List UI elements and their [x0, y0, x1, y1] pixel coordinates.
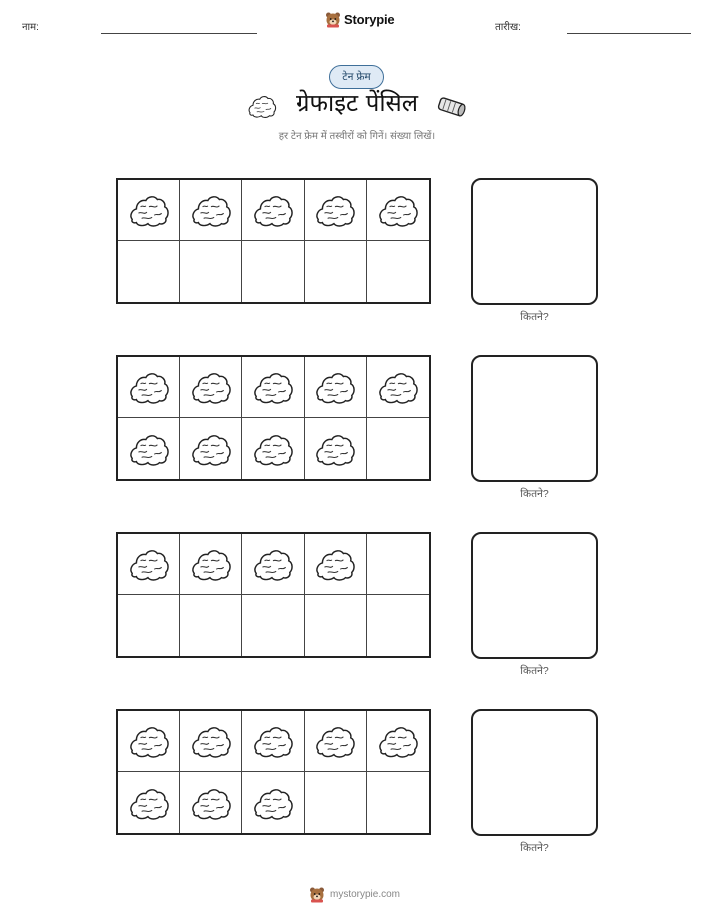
- frame-cell: [242, 418, 304, 479]
- graphite-lump-icon: [314, 369, 356, 405]
- frame-cell: [180, 418, 242, 479]
- frame-cell: [367, 711, 429, 772]
- frame-cell: [118, 357, 180, 418]
- graphite-lump-icon: [128, 431, 170, 467]
- graphite-lump-icon: [377, 369, 419, 405]
- date-line[interactable]: [567, 33, 691, 34]
- frame-cell: [180, 180, 242, 241]
- frame-cell: [118, 180, 180, 241]
- graphite-lump-icon: [377, 723, 419, 759]
- frame-cell: [367, 241, 429, 302]
- frame-cell: [367, 357, 429, 418]
- graphite-stick-icon: [435, 94, 469, 120]
- frame-cell: [242, 534, 304, 595]
- ten-frame: [116, 355, 431, 481]
- ten-frame: [116, 532, 431, 658]
- graphite-lump-icon: [377, 192, 419, 228]
- brand-logo: [325, 11, 394, 28]
- graphite-lump-icon: [252, 723, 294, 759]
- frame-cell: [180, 357, 242, 418]
- graphite-lump-icon: [128, 369, 170, 405]
- frame-cell: [305, 534, 367, 595]
- frame-cell: [118, 711, 180, 772]
- graphite-lump-icon: [190, 431, 232, 467]
- frame-cell: [242, 180, 304, 241]
- frame-cell: [367, 772, 429, 833]
- graphite-lump-icon: [252, 431, 294, 467]
- frame-cell: [305, 241, 367, 302]
- frame-cell: [180, 711, 242, 772]
- frame-cell: [118, 772, 180, 833]
- graphite-lump-icon: [128, 785, 170, 821]
- graphite-lump-icon: [314, 431, 356, 467]
- how-many-label: कितने?: [520, 311, 549, 323]
- graphite-lump-icon: [128, 192, 170, 228]
- frame-cell: [242, 595, 304, 656]
- brand-name: Storypie: [344, 12, 395, 27]
- name-label: नाम:: [22, 22, 39, 33]
- frame-cell: [180, 534, 242, 595]
- frame-cell: [305, 418, 367, 479]
- answer-box[interactable]: [471, 355, 598, 482]
- frame-cell: [305, 357, 367, 418]
- frame-cell: [305, 180, 367, 241]
- graphite-lump-icon: [128, 723, 170, 759]
- instructions: हर टेन फ्रेम में तस्वीरों को गिनें। संख्या लिखें।: [278, 131, 436, 142]
- graphite-lump-icon: [190, 546, 232, 582]
- footer-url: mystorypie.com: [330, 889, 401, 900]
- frame-cell: [367, 595, 429, 656]
- frame-cell: [305, 711, 367, 772]
- answer-box[interactable]: [471, 178, 598, 305]
- frame-cell: [367, 180, 429, 241]
- graphite-lump-icon: [190, 723, 232, 759]
- frame-cell: [305, 772, 367, 833]
- frame-cell: [180, 241, 242, 302]
- ten-frame: [116, 178, 431, 304]
- name-line[interactable]: [101, 33, 257, 34]
- graphite-lump-icon: [252, 369, 294, 405]
- frame-cell: [118, 595, 180, 656]
- frame-cell: [118, 241, 180, 302]
- graphite-lump-icon: [252, 546, 294, 582]
- graphite-lump-icon: [314, 546, 356, 582]
- how-many-label: कितने?: [520, 665, 549, 677]
- frame-cell: [180, 772, 242, 833]
- graphite-lump-icon: [190, 192, 232, 228]
- frame-cell: [118, 418, 180, 479]
- ten-frame: [116, 709, 431, 835]
- bear-mascot-icon: [309, 886, 325, 903]
- footer: [309, 886, 400, 903]
- frame-cell: [242, 241, 304, 302]
- graphite-lump-icon: [128, 546, 170, 582]
- date-label: तारीख:: [495, 22, 521, 33]
- graphite-lump-icon: [314, 723, 356, 759]
- frame-cell: [367, 534, 429, 595]
- graphite-lump-icon: [190, 785, 232, 821]
- bear-mascot-icon: [325, 11, 341, 28]
- how-many-label: कितने?: [520, 842, 549, 854]
- frame-cell: [180, 595, 242, 656]
- answer-box[interactable]: [471, 709, 598, 836]
- frame-cell: [242, 772, 304, 833]
- frame-cell: [242, 357, 304, 418]
- frame-cell: [305, 595, 367, 656]
- frame-cell: [242, 711, 304, 772]
- frame-cell: [118, 534, 180, 595]
- topic-badge: टेन फ्रेम: [329, 65, 384, 89]
- graphite-lump-icon: [314, 192, 356, 228]
- graphite-lump-icon: [252, 785, 294, 821]
- graphite-lump-icon: [190, 369, 232, 405]
- frame-cell: [367, 418, 429, 479]
- answer-box[interactable]: [471, 532, 598, 659]
- graphite-lump-icon: [252, 192, 294, 228]
- worksheet-title: ग्रेफाइट पेंसिल: [295, 89, 419, 117]
- how-many-label: कितने?: [520, 488, 549, 500]
